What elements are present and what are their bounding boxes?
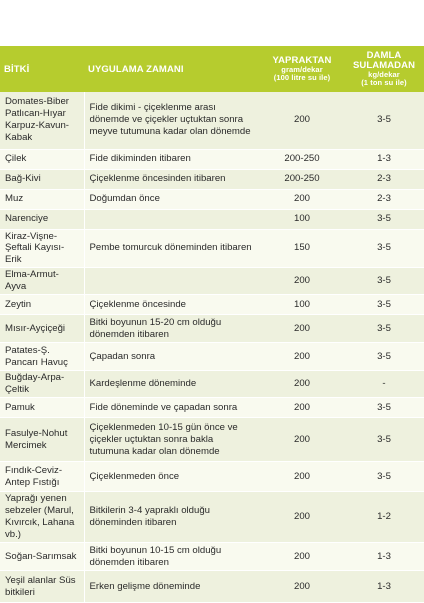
drip-dose-cell: 3-5 [344,418,424,462]
foliar-dose-cell: 200 [260,571,344,603]
drip-dose-cell: 3-5 [344,315,424,343]
timing-cell [84,209,260,229]
crop-cell: Patates-Ş. Pancarı Havuç [0,343,84,371]
crop-cell: Buğday-Arpa-Çeltik [0,371,84,398]
foliar-dose-cell: 200 [260,543,344,571]
timing-cell: Fide dikimi - çiçeklenme arası dönemde ve çiçekler uçtuktan sonra meyve tutumuna kadar olan dönemde [84,92,260,149]
drip-dose-cell: 3-5 [344,92,424,149]
table-row [0,418,424,462]
drip-dose-cell: 3-5 [344,209,424,229]
timing-cell: Çiçeklenme öncesinden itibaren [84,169,260,189]
table-header [0,46,424,92]
crop-cell: Soğan-Sarımsak [0,543,84,571]
drip-dose-cell: 3-5 [344,398,424,418]
timing-cell: Çiçeklenme öncesinde [84,295,260,315]
foliar-dose-cell: 200 [260,315,344,343]
table-row [0,295,424,315]
table-body [0,92,424,603]
timing-cell: Çiçeklenmeden 10-15 gün önce ve çiçekler uçtuktan sonra bakla tutumuna kadar olan dönemde [84,418,260,462]
foliar-dose-cell: 200 [260,189,344,209]
header-crop: BİTKİ [4,63,30,75]
foliar-dose-cell: 200 [260,268,344,295]
header-foliar [260,46,344,92]
drip-dose-cell: 2-3 [344,189,424,209]
foliar-dose-cell: 100 [260,209,344,229]
table-row [0,343,424,371]
crop-cell: Narenciye [0,209,84,229]
drip-dose-cell: 3-5 [344,343,424,371]
timing-cell: Doğumdan önce [84,189,260,209]
drip-dose-cell: 1-3 [344,571,424,603]
drip-dose-cell: 1-3 [344,149,424,169]
table-row [0,462,424,492]
timing-cell: Bitkilerin 3-4 yapraklı olduğu döneminden itibaren [84,492,260,543]
crop-cell: Pamuk [0,398,84,418]
crop-cell: Kiraz-Vişne-Şeftali Kayısı-Erik [0,229,84,268]
drip-dose-cell: 3-5 [344,268,424,295]
header-drip-unit: kg/dekar [368,70,400,80]
crop-cell: Mısır-Ayçiçeği [0,315,84,343]
foliar-dose-cell: 200 [260,398,344,418]
table-row [0,149,424,169]
table-row [0,315,424,343]
header-foliar-note: (100 litre su ile) [273,72,331,82]
dosage-table [0,46,424,603]
crop-cell: Elma-Armut-Ayva [0,268,84,295]
table-row [0,169,424,189]
timing-cell: Bitki boyunun 15-20 cm olduğu dönemden itibaren [84,315,260,343]
crop-cell: Çilek [0,149,84,169]
timing-cell: Çiçeklenmeden önce [84,462,260,492]
dosage-table-sheet [0,46,424,603]
timing-cell: Pembe tomurcuk döneminden itibaren [84,229,260,268]
timing-cell: Çapadan sonra [84,343,260,371]
timing-cell: Fide dikiminden itibaren [84,149,260,169]
table-row [0,398,424,418]
crop-cell: Yaprağı yenen sebzeler (Marul, Kıvırcık, Lahana vb.) [0,492,84,543]
foliar-dose-cell: 200-250 [260,149,344,169]
timing-cell: Fide döneminde ve çapadan sonra [84,398,260,418]
foliar-dose-cell: 200 [260,418,344,462]
drip-dose-cell: 2-3 [344,169,424,189]
foliar-dose-cell: 150 [260,229,344,268]
drip-dose-cell: 3-5 [344,462,424,492]
crop-cell: Fasulye-Nohut Mercimek [0,418,84,462]
table-row [0,571,424,603]
table-row [0,92,424,149]
header-row [0,46,424,92]
crop-cell: Muz [0,189,84,209]
foliar-dose-cell: 200 [260,371,344,398]
timing-cell: Bitki boyunun 10-15 cm olduğu dönemden itibaren [84,543,260,571]
timing-cell [84,268,260,295]
table-row [0,492,424,543]
timing-cell: Kardeşlenme döneminde [84,371,260,398]
header-drip [344,46,424,92]
crop-cell: Yeşil alanlar Süs bitkileri [0,571,84,603]
crop-cell: Domates-Biber Patlıcan-Hıyar Karpuz-Kavun-Kabak [0,92,84,149]
foliar-dose-cell: 200 [260,92,344,149]
crop-cell: Bağ-Kivi [0,169,84,189]
drip-dose-cell: - [344,371,424,398]
table-row [0,543,424,571]
header-foliar-title: YAPRAKTAN [272,55,332,67]
header-timing: UYGULAMA ZAMANI [88,63,184,75]
table-row [0,209,424,229]
header-drip-title: DAMLA SULAMADAN [352,50,416,72]
table-row [0,268,424,295]
crop-cell: Fındık-Ceviz-Antep Fıstığı [0,462,84,492]
drip-dose-cell: 3-5 [344,229,424,268]
foliar-dose-cell: 200 [260,462,344,492]
foliar-dose-cell: 100 [260,295,344,315]
table-row [0,371,424,398]
table-row [0,229,424,268]
timing-cell: Erken gelişme döneminde [84,571,260,603]
foliar-dose-cell: 200 [260,492,344,543]
foliar-dose-cell: 200 [260,343,344,371]
drip-dose-cell: 1-2 [344,492,424,543]
header-drip-note: (1 ton su ile) [361,77,407,87]
header-foliar-unit: gram/dekar [281,65,323,75]
foliar-dose-cell: 200-250 [260,169,344,189]
crop-cell: Zeytin [0,295,84,315]
table-row [0,189,424,209]
drip-dose-cell: 3-5 [344,295,424,315]
drip-dose-cell: 1-3 [344,543,424,571]
